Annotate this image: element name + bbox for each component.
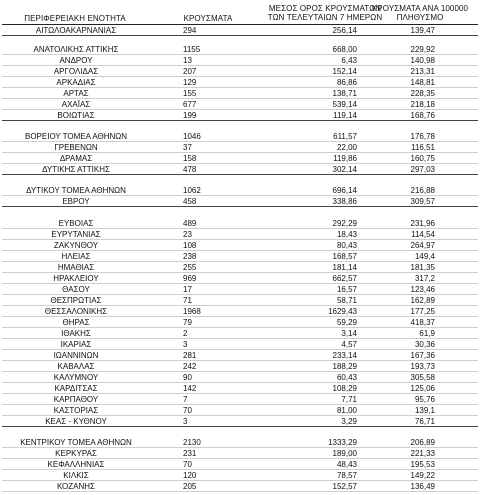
avg7-cell: 1629,43 — [328, 307, 357, 316]
table-row — [0, 185, 483, 196]
cases-cell: 17 — [183, 285, 192, 294]
table-row — [0, 383, 483, 394]
table-row — [0, 262, 483, 273]
avg7-cell: 108,29 — [332, 384, 357, 393]
region-cell: ΙΩΑΝΝΙΝΩΝ — [53, 351, 99, 360]
cases-cell: 23 — [183, 230, 192, 239]
table-row — [0, 77, 483, 88]
region-cell: ΚΕΡΚΥΡΑΣ — [55, 449, 97, 458]
per100k-cell: 176,78 — [410, 132, 435, 141]
header-cases: ΚΡΟΥΣΜΑΤΑ — [183, 14, 233, 23]
cases-cell: 70 — [183, 460, 192, 469]
avg7-cell: 233,14 — [332, 351, 357, 360]
table-row — [0, 372, 483, 383]
per100k-cell: 125,06 — [410, 384, 435, 393]
header-per100k-line1: ΚΡΟΥΣΜΑΤΑ ΑΝΑ 100000 — [371, 4, 469, 13]
per100k-cell: 193,73 — [410, 362, 435, 371]
avg7-cell: 611,57 — [333, 132, 357, 141]
per100k-cell: 140,98 — [410, 56, 435, 65]
region-cell: ΗΛΕΙΑΣ — [61, 252, 91, 261]
region-cell: ΖΑΚΥΝΘΟΥ — [53, 241, 99, 250]
table-row — [0, 196, 483, 207]
region-cell: ΑΝΑΤΟΛΙΚΗΣ ΑΤΤΙΚΗΣ — [33, 45, 119, 54]
per100k-cell: 216,88 — [410, 186, 435, 195]
row-divider — [2, 206, 478, 207]
table-row — [0, 142, 483, 153]
per100k-cell: 309,57 — [410, 197, 435, 206]
per100k-cell: 297,03 — [410, 165, 435, 174]
per100k-cell: 221,33 — [410, 449, 435, 458]
avg7-cell: 18,43 — [336, 230, 357, 239]
header-avg7-line2: ΤΩΝ ΤΕΛΕΥΤΑΙΩΝ 7 ΗΜΕΡΩΝ — [267, 13, 383, 22]
table-row — [0, 328, 483, 339]
table-row — [0, 251, 483, 262]
avg7-cell: 60,43 — [336, 373, 357, 382]
cases-cell: 70 — [183, 406, 192, 415]
region-cell: ΑΧΑΪΑΣ — [61, 100, 91, 109]
region-cell: ΚΕΑΣ - ΚΥΘΝΟΥ — [45, 417, 107, 426]
avg7-cell: 80,43 — [336, 241, 357, 250]
region-cell: ΕΒΡΟΥ — [62, 197, 90, 206]
per100k-cell: 139,47 — [410, 26, 435, 35]
region-cell: ΕΥΒΟΙΑΣ — [58, 219, 94, 228]
per100k-cell: 76,71 — [414, 417, 435, 426]
cases-cell: 677 — [183, 100, 197, 109]
per100k-cell: 418,37 — [410, 318, 435, 327]
table-row — [0, 481, 483, 492]
cases-cell: 1968 — [183, 307, 201, 316]
cases-cell: 294 — [183, 26, 197, 35]
avg7-cell: 696,14 — [332, 186, 357, 195]
avg7-cell: 338,86 — [332, 197, 357, 206]
per100k-cell: 95,76 — [414, 395, 435, 404]
per100k-cell: 123,46 — [410, 285, 435, 294]
table-row — [0, 66, 483, 77]
table-row — [0, 295, 483, 306]
table-row — [0, 55, 483, 66]
cases-cell: 37 — [183, 143, 192, 152]
per100k-cell: 195,53 — [410, 460, 435, 469]
row-divider — [2, 120, 478, 121]
cases-cell: 2 — [183, 329, 188, 338]
table-row — [0, 350, 483, 361]
region-cell: ΘΗΡΑΣ — [62, 318, 90, 327]
cases-cell: 458 — [183, 197, 197, 206]
region-cell: ΑΙΤΩΛΟΑΚΑΡΝΑΝΙΑΣ — [35, 26, 117, 35]
table-row — [0, 131, 483, 142]
cases-cell: 1155 — [183, 45, 201, 54]
region-cell: ΔΥΤΙΚΗΣ ΑΤΤΙΚΗΣ — [42, 165, 110, 174]
cases-cell: 142 — [183, 384, 197, 393]
cases-cell: 120 — [183, 471, 197, 480]
region-cell: ΑΝΔΡΟΥ — [59, 56, 93, 65]
table-row — [0, 240, 483, 251]
per100k-cell: 177,25 — [410, 307, 435, 316]
per100k-cell: 148,81 — [410, 78, 435, 87]
per100k-cell: 167,36 — [410, 351, 435, 360]
avg7-cell: 119,14 — [333, 111, 357, 120]
table-row — [0, 44, 483, 55]
header-avg7-line1: ΜΕΣΟΣ ΟΡΟΣ ΚΡΟΥΣΜΑΤΩΝ — [268, 4, 382, 13]
table-row — [0, 437, 483, 448]
header-region: ΠΕΡΙΦΕΡΕΙΑΚΗ ΕΝΟΤΗΤΑ — [24, 14, 126, 23]
table-row — [0, 306, 483, 317]
avg7-cell: 539,14 — [332, 100, 357, 109]
table-row — [0, 416, 483, 427]
region-cell: ΙΚΑΡΙΑΣ — [60, 340, 92, 349]
per100k-cell: 264,97 — [410, 241, 435, 250]
region-cell: ΚΑΡΠΑΘΟΥ — [53, 395, 99, 404]
avg7-cell: 662,57 — [332, 274, 357, 283]
table-row — [0, 218, 483, 229]
per100k-cell: 149,22 — [410, 471, 435, 480]
table-row — [0, 339, 483, 350]
cases-cell: 231 — [183, 449, 197, 458]
region-cell: ΗΜΑΘΙΑΣ — [57, 263, 95, 272]
avg7-cell: 7,71 — [341, 395, 357, 404]
per100k-cell: 181,35 — [410, 263, 435, 272]
table-row — [0, 110, 483, 121]
avg7-cell: 58,71 — [336, 296, 357, 305]
region-cell: ΘΑΣΟΥ — [62, 285, 90, 294]
cases-cell: 3 — [183, 417, 188, 426]
per100k-cell: 162,89 — [410, 296, 435, 305]
region-cell: ΒΟΙΩΤΙΑΣ — [57, 111, 95, 120]
table-row — [0, 88, 483, 99]
per100k-cell: 231,96 — [410, 219, 435, 228]
cases-cell: 155 — [183, 89, 197, 98]
region-cell: ΑΡΤΑΣ — [63, 89, 89, 98]
region-cell: ΑΡΚΑΔΙΑΣ — [56, 78, 96, 87]
avg7-cell: 16,57 — [336, 285, 357, 294]
region-cell: ΘΕΣΣΑΛΟΝΙΚΗΣ — [44, 307, 108, 316]
table-row — [0, 229, 483, 240]
table-row — [0, 459, 483, 470]
avg7-cell: 81,00 — [336, 406, 357, 415]
table-row — [0, 273, 483, 284]
avg7-cell: 181,14 — [332, 263, 357, 272]
cases-cell: 1062 — [183, 186, 201, 195]
avg7-cell: 188,29 — [332, 362, 357, 371]
per100k-cell: 139,1 — [414, 406, 435, 415]
region-cell: ΚΑΡΔΙΤΣΑΣ — [54, 384, 98, 393]
table-row — [0, 448, 483, 459]
region-cell: ΑΡΓΟΛΙΔΑΣ — [53, 67, 99, 76]
cases-cell: 13 — [183, 56, 192, 65]
avg7-cell: 4,57 — [341, 340, 357, 349]
per100k-cell: 228,35 — [410, 89, 435, 98]
cases-cell: 90 — [183, 373, 192, 382]
region-cell: ΔΥΤΙΚΟΥ ΤΟΜΕΑ ΑΘΗΝΩΝ — [26, 186, 126, 195]
cases-cell: 238 — [183, 252, 197, 261]
cases-cell: 478 — [183, 165, 197, 174]
row-divider — [2, 35, 478, 36]
avg7-cell: 3,29 — [341, 417, 357, 426]
cases-cell: 242 — [183, 362, 197, 371]
per100k-cell: 61,9 — [419, 329, 435, 338]
region-cell: ΚΑΣΤΟΡΙΑΣ — [53, 406, 99, 415]
avg7-cell: 119,86 — [333, 154, 357, 163]
table-row — [0, 153, 483, 164]
cases-cell: 3 — [183, 340, 188, 349]
table-row — [0, 317, 483, 328]
avg7-cell: 59,29 — [336, 318, 357, 327]
per100k-cell: 218,18 — [410, 100, 435, 109]
table-row — [0, 25, 483, 36]
cases-cell: 79 — [183, 318, 192, 327]
table-row — [0, 99, 483, 110]
per100k-cell: 168,76 — [410, 111, 435, 120]
avg7-cell: 152,14 — [332, 67, 357, 76]
avg7-cell: 3,14 — [341, 329, 357, 338]
cases-cell: 2130 — [183, 438, 201, 447]
header-per100k-line2: ΠΛΗΘΥΣΜΟ — [396, 13, 444, 22]
avg7-cell: 189,00 — [332, 449, 357, 458]
region-cell: ΓΡΕΒΕΝΩΝ — [54, 143, 98, 152]
region-cell: ΕΥΡΥΤΑΝΙΑΣ — [51, 230, 101, 239]
per100k-cell: 114,54 — [411, 230, 435, 239]
avg7-cell: 152,57 — [332, 482, 357, 491]
region-cell: ΚΑΛΥΜΝΟΥ — [53, 373, 99, 382]
avg7-cell: 256,14 — [332, 26, 357, 35]
avg7-cell: 1333,29 — [328, 438, 357, 447]
table-row — [0, 164, 483, 175]
cases-cell: 205 — [183, 482, 197, 491]
avg7-cell: 668,00 — [332, 45, 357, 54]
avg7-cell: 78,57 — [336, 471, 357, 480]
cases-cell: 969 — [183, 274, 197, 283]
avg7-cell: 86,86 — [336, 78, 357, 87]
region-cell: ΒΟΡΕΙΟΥ ΤΟΜΕΑ ΑΘΗΝΩΝ — [24, 132, 128, 141]
per100k-cell: 206,89 — [410, 438, 435, 447]
table-row — [0, 394, 483, 405]
table-row — [0, 470, 483, 481]
per100k-cell: 149,4 — [414, 252, 435, 261]
avg7-cell: 48,43 — [336, 460, 357, 469]
region-cell: ΚΑΒΑΛΑΣ — [57, 362, 95, 371]
region-cell: ΚΟΖΑΝΗΣ — [56, 482, 96, 491]
region-cell: ΚΕΦΑΛΛΗΝΙΑΣ — [47, 460, 105, 469]
avg7-cell: 138,71 — [332, 89, 357, 98]
region-cell: ΔΡΑΜΑΣ — [59, 154, 93, 163]
row-divider — [2, 174, 478, 175]
table-row — [0, 405, 483, 416]
cases-cell: 281 — [183, 351, 197, 360]
cases-cell: 108 — [183, 241, 197, 250]
cases-cell: 71 — [183, 296, 192, 305]
row-divider — [2, 491, 478, 492]
cases-cell: 207 — [183, 67, 197, 76]
per100k-cell: 229,92 — [410, 45, 435, 54]
cases-cell: 158 — [183, 154, 197, 163]
cases-cell: 255 — [183, 263, 197, 272]
cases-cell: 199 — [183, 111, 197, 120]
region-cell: ΚΕΝΤΡΙΚΟΥ ΤΟΜΕΑ ΑΘΗΝΩΝ — [20, 438, 132, 447]
per100k-cell: 160,75 — [410, 154, 435, 163]
per100k-cell: 317,2 — [414, 274, 435, 283]
avg7-cell: 6,43 — [341, 56, 357, 65]
avg7-cell: 22,00 — [336, 143, 357, 152]
cases-cell: 7 — [183, 395, 188, 404]
region-cell: ΗΡΑΚΛΕΙΟΥ — [53, 274, 99, 283]
avg7-cell: 168,57 — [332, 252, 357, 261]
avg7-cell: 302,14 — [332, 165, 357, 174]
per100k-cell: 30,36 — [414, 340, 435, 349]
cases-cell: 1046 — [183, 132, 201, 141]
row-divider — [2, 426, 478, 427]
avg7-cell: 292,29 — [332, 219, 357, 228]
per100k-cell: 136,49 — [410, 482, 435, 491]
per100k-cell: 305,58 — [410, 373, 435, 382]
table-row — [0, 361, 483, 372]
per100k-cell: 213,31 — [410, 67, 435, 76]
table-row — [0, 284, 483, 295]
region-cell: ΘΕΣΠΡΩΤΙΑΣ — [50, 296, 102, 305]
region-cell: ΚΙΛΚΙΣ — [63, 471, 89, 480]
region-cell: ΙΘΑΚΗΣ — [61, 329, 91, 338]
cases-cell: 489 — [183, 219, 197, 228]
cases-cell: 129 — [183, 78, 197, 87]
per100k-cell: 116,51 — [411, 143, 435, 152]
